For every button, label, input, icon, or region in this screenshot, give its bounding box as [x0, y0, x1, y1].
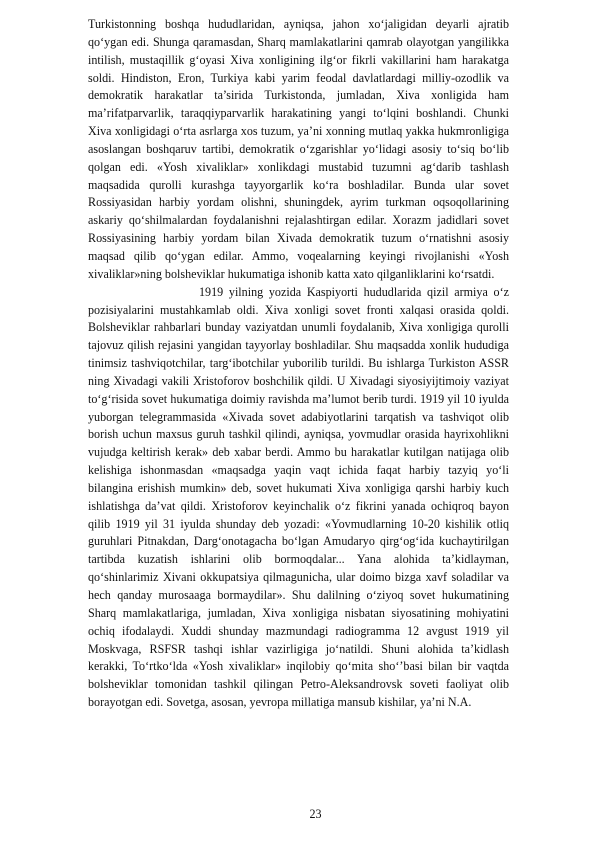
paragraph-2: 1919 yilning yozida Kaspiyorti hududlarida qizil armiya o‘z pozisiyalarini mustahkamlab oldi. Xiva xonligi sovet fronti xalqasi orasida qoldi. Bolsheviklar rahbarlari bunday vaziyatdan unumli foydalanib, Xiva xonligiga qurolli tajovuz qilish rejasini yangidan tayyorlay boshladilar. Shu maqsadda xonlik hududiga tinimsiz tashviqotchilar, targ‘ibotchilar yuborilib turildi. Bu ishlarga Turkiston ASSR ning Xivadagi vakili Xristoforov boshchilik qildi. U Xivadagi siyosiyijtimoiy vaziyat to‘g‘risida sovet hukumatiga doimiy ravishda ma’lumot berib turdi. 1919 yil 10 iyulda yuborgan telegrammasida «Xivada sovet adabiyotlarini tarqatish va tashviqot olib borish uchun maxsus guruh tashkil qilindi, ayniqsa, yovmudlar orasida hayrixohlikni vujudga keltirish kerak» deb xabar berdi. Ammo bu harakatlar kutilgan natijaga olib kelishiga ishonmasdan «maqsadga yaqin vaqt ichida faqat harbiy tazyiq yo‘li bilangina erishish mumkin» deb, sovet hukumati Xiva xonligiga qarshi harbiy kuch ishlatishga da’vat qildi. Xristoforov keyinchalik o‘z fikrini yanada ochiqroq bayon qilib 1919 yil 31 iyulda shunday deb yozadi: «Yovmudlarning 10-20 kishilik otliq guruhlari Pitnakdan, Darg‘onotagacha bo‘lgan Amudaryo qirg‘og‘ida kuchaytirilgan tartibda kuzatish ishlarini olib bormoqdalar... Yana alohida ta’kidlayman, qo‘shinlarimiz Xivani okkupatsiya qilmagunicha, ular doimo bizga xavf soladilar va hech qanday murosaaga bormaydilar». Shu dalilning o‘ziyoq sovet hukumatining Sharq mamlakatlariga, jumladan, Xiva xonligiga nisbatan siyosatining mohiyatini ochiq ifodalaydi. Xuddi shunday mazmundagi radiogramma 12 avgust 1919 yil Moskvaga, RSFSR tashqi ishlar vazirligiga jo‘natildi. Shuni alohida ta’kidlash kerakki, To‘rtko‘lda «Yosh xivaliklar» inqilobiy qo‘mita sho‘’basi bilan bir vaqtda bolsheviklar tomonidan tashkil qilingan Petro-Aleksandrovsk soveti faoliyat olib borayotgan edi. Sovetga, asosan, yevropa millatiga mansub kishilar, ya’ni N.A.	[88, 284, 509, 710]
paragraph-1: Turkistonning boshqa hududlaridan, ayniqsa, jahon xo‘jaligidan deyarli ajratib qo‘ygan edi. Shunga qaramasdan, Sharq mamlakatlarini qamrab olayotgan yangilikka intilish, mustaqillik g‘oyasi Xiva xonligining ilg‘or fikrli vakillarini ham harakatga soldi. Hindiston, Eron, Turkiya kabi yarim feodal davlatlardagi milliy-ozodlik va demokratik harakatlar ta’sirida Turkistonda, jumladan, Xiva xonligida ham ma’rifatparvarlik, taraqqiyparvarlik harakatining yangi to‘lqini boshlandi. Chunki Xiva xonligidagi o‘rta asrlarga xos tuzum, ya’ni xonning mutlaq yakka hukmronligiga asoslangan boshqaruv tartibi, demokratik o‘zgarishlar yo‘lidagi asosiy to‘siq bo‘lib qolgan edi. «Yosh xivaliklar» xonlikdagi mustabid tuzumni ag‘darib tashlash maqsadida qurolli kurashga tayyorgarlik ko‘ra boshladilar. Bunda ular sovet Rossiyasidan harbiy yordam olishni, shuningdek, ayrim turkman oqsoqollarining askariy qo‘shilmalardan foydalanishni rejalashtirgan edilar. Xorazm jadidlari sovet Rossiyasining harbiy yordam bilan Xivada demokratik tuzum o‘rnatishni asosiy maqsad qilib qo‘ygan edilar. Ammo, voqealarning keyingi rivojlanishi «Yosh xivaliklar»ning bolsheviklar hukumatiga ishonib katta xato qilganliklarini ko‘rsatdi.	[88, 17, 509, 281]
page-body	[88, 16, 509, 712]
page-number: 23	[309, 807, 322, 821]
